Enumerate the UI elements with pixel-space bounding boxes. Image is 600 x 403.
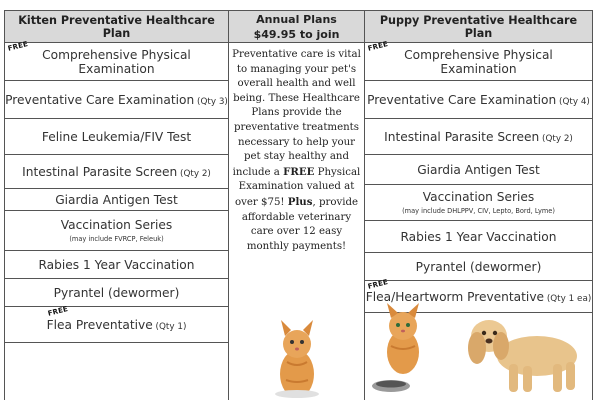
puppy-item-physical-exam: FREE Comprehensive Physical Examination xyxy=(365,43,592,81)
kitten-column xyxy=(4,10,229,400)
kitten-item-parasite-screen: Intestinal Parasite Screen (Qty 2) xyxy=(5,155,228,189)
free-badge: FREE xyxy=(367,40,389,53)
puppy-item-flea-heartworm: FREE Flea/Heartworm Preventative (Qty 1 ea) xyxy=(365,281,592,313)
free-badge: FREE xyxy=(47,305,69,318)
plans-table xyxy=(4,10,593,400)
annual-plans-column xyxy=(229,10,365,400)
kitten-item-flea: FREE Flea Preventative (Qty 1) xyxy=(5,307,228,343)
puppy-image xyxy=(449,306,589,398)
puppy-item-rabies: Rabies 1 Year Vaccination xyxy=(365,221,592,253)
kitten-with-bowl-image xyxy=(369,300,441,398)
kitten-item-preventative-exam: Preventative Care Examination (Qty 3) xyxy=(5,81,228,119)
puppy-item-vaccination: Vaccination Series (may include DHLPPV, CIV, Lepto, Bord, Lyme) xyxy=(365,185,592,221)
kitten-item-rabies: Rabies 1 Year Vaccination xyxy=(5,251,228,279)
puppy-item-parasite-screen: Intestinal Parasite Screen (Qty 2) xyxy=(365,119,592,155)
puppy-column xyxy=(365,10,593,400)
kitten-plan-title: Kitten Preventative Healthcare Plan xyxy=(5,10,228,43)
puppy-item-pyrantel: Pyrantel (dewormer) xyxy=(365,253,592,281)
annual-plans-header xyxy=(229,10,364,43)
free-badge: FREE xyxy=(367,278,389,291)
annual-plans-price: $49.95 to join xyxy=(253,27,340,41)
kitten-item-pyrantel: Pyrantel (dewormer) xyxy=(5,279,228,307)
puppy-plan-title: Puppy Preventative Healthcare Plan xyxy=(365,10,592,43)
annual-plans-description: Preventative care is vital to managing your pet's overall health and well being. These Healthcare Plans provide the preventative treatments necessary to help your pet stay healthy and include a FREE Physical Examination valued at over $75! Plus, provide affordable veterinary care over 12 easy monthly payments! xyxy=(232,49,361,252)
puppy-item-giardia: Giardia Antigen Test xyxy=(365,155,592,185)
puppy-item-preventative-exam: Preventative Care Examination (Qty 4) xyxy=(365,81,592,119)
kitten-item-felv-fiv: Feline Leukemia/FIV Test xyxy=(5,119,228,155)
kitten-image xyxy=(269,312,325,400)
free-badge: FREE xyxy=(7,40,29,53)
annual-plans-title: Annual Plans xyxy=(256,12,337,26)
kitten-item-giardia: Giardia Antigen Test xyxy=(5,189,228,211)
kitten-item-vaccination: Vaccination Series (may include FVRCP, Feleuk) xyxy=(5,211,228,251)
kitten-item-physical-exam: FREE Comprehensive Physical Examination xyxy=(5,43,228,81)
